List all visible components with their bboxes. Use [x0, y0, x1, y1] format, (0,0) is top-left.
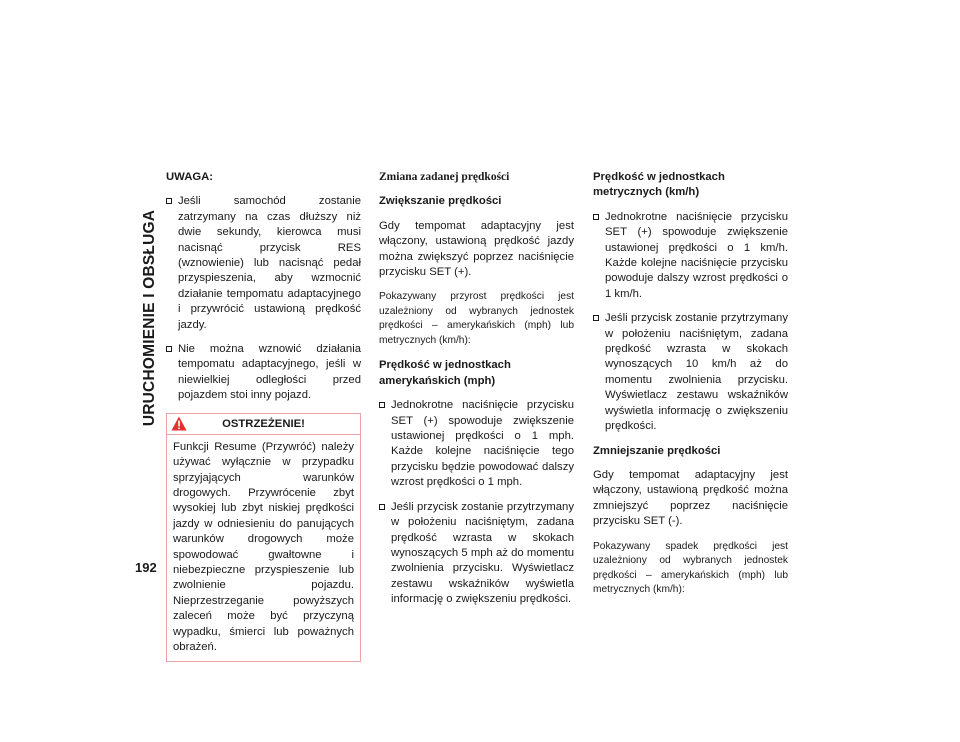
checkbox-bullet-icon: [379, 402, 385, 408]
paragraph: Gdy tempomat adaptacyjny jest włączony, ustawioną prędkość można zmniejszyć poprzez naciśnięcie przycisku SET (-).: [593, 468, 788, 528]
section-tab: [139, 168, 161, 468]
warning-header: [167, 414, 360, 435]
list-item-text: Nie można wznowić działania tempomatu adaptacyjnego, jeśli w niewielkiej odległości przed pojazdem stoi inny pojazd.: [178, 343, 361, 402]
list-item: [166, 342, 361, 404]
checkbox-bullet-icon: [166, 198, 172, 204]
list-item-text: Jeśli przycisk zostanie przytrzymany w położeniu naciśniętym, zadana prędkość wzrasta w skokach wynoszących 5 mph aż do momentu zwolnienia przycisku. Wyświetlacz zestawu wskaźników wyświetla informację o zwiększeniu prędkości.: [391, 500, 574, 606]
note-paragraph: Pokazywany spadek prędkości jest uzależniony od wybranych jednostek prędkości – amerykańskich (mph) lub metrycznych (km/h):: [593, 540, 788, 596]
list-item: [379, 500, 574, 608]
list-item: [593, 210, 788, 302]
section-tab-label: URUCHOMIENIE I OBSŁUGA: [141, 209, 158, 427]
checkbox-bullet-icon: [166, 346, 172, 352]
checkbox-bullet-icon: [593, 214, 599, 220]
list-item: [593, 311, 788, 434]
column-middle: [379, 170, 574, 617]
subsection-title: Prędkość w jednostkach metrycznych (km/h): [593, 171, 725, 199]
warning-box: [166, 413, 361, 663]
list-item: [166, 194, 361, 333]
page-number: 192: [135, 560, 157, 575]
checkbox-bullet-icon: [593, 315, 599, 321]
list-item-text: Jednokrotne naciśnięcie przycisku SET (+) spowoduje zwiększenie ustawionej prędkości o 1 mph. Każde kolejne naciśnięcie tego przycisku będzie powodować dalszy wzrost prędkości o 1 mph.: [391, 399, 574, 489]
section-title: Zmiana zadanej prędkości: [379, 171, 510, 183]
list-item: [379, 398, 574, 490]
column-left: [166, 170, 361, 662]
list-item-text: Jeśli przycisk zostanie przytrzymany w położeniu naciśniętym, zadana prędkość wzrasta w skokach wynoszących 10 km/h aż do momentu zwolnienia przycisku. Wyświetlacz zestawu wskaźników wyświetla informację o zwiększeniu prędkości.: [605, 312, 788, 433]
column-right: [593, 170, 788, 608]
paragraph: Gdy tempomat adaptacyjny jest włączony, ustawioną prędkość jazdy można zwiększyć poprzez naciśnięcie przycisku SET (+).: [379, 219, 574, 279]
list-item-text: Jeśli samochód zostanie zatrzymany na czas dłuższy niż dwie sekundy, kierowca musi nacisnąć przycisk RES (wznowienie) lub nacisnąć pedał przyspieszenia, aby wzmocnić działanie tempomatu adaptacyjnego i przywrócić ustawioną prędkość jazdy.: [178, 195, 361, 331]
subsection-title: Zmniejszanie prędkości: [593, 444, 721, 457]
note-paragraph: Pokazywany przyrost prędkości jest uzależniony od wybranych jednostek prędkości – amerykańskich (mph) lub metrycznych (km/h):: [379, 291, 574, 346]
subsection-title: Prędkość w jednostkach amerykańskich (mph): [379, 359, 511, 387]
list-item-text: Jednokrotne naciśnięcie przycisku SET (+) spowoduje zwiększenie ustawionej prędkości o 1 km/h. Każde kolejne naciśnięcie przycisku powoduje dalszy wzrost prędkości o 1 km/h.: [605, 210, 788, 300]
checkbox-bullet-icon: [379, 504, 385, 510]
warning-title: OSTRZEŻENIE!: [222, 417, 305, 430]
warning-triangle-icon: [171, 416, 187, 431]
warning-text: Funkcji Resume (Przywróć) należy używać wyłącznie w przypadku sprzyjających warunków drogowych. Przywrócenie zbyt wysokiej lub zbyt niskiej prędkości jazdy w odniesieniu do panujących warunków drogowych może spowodować gwałtowne i niebezpieczne przyspieszenie lub zwolnienie pojazdu. Nieprzestrzeganie powyższych zaleceń może być przyczyną wypadku, śmierci lub poważnych obrażeń.: [173, 440, 354, 653]
note-title: UWAGA:: [166, 171, 214, 183]
subsection-title: Zwiększanie prędkości: [379, 195, 502, 208]
